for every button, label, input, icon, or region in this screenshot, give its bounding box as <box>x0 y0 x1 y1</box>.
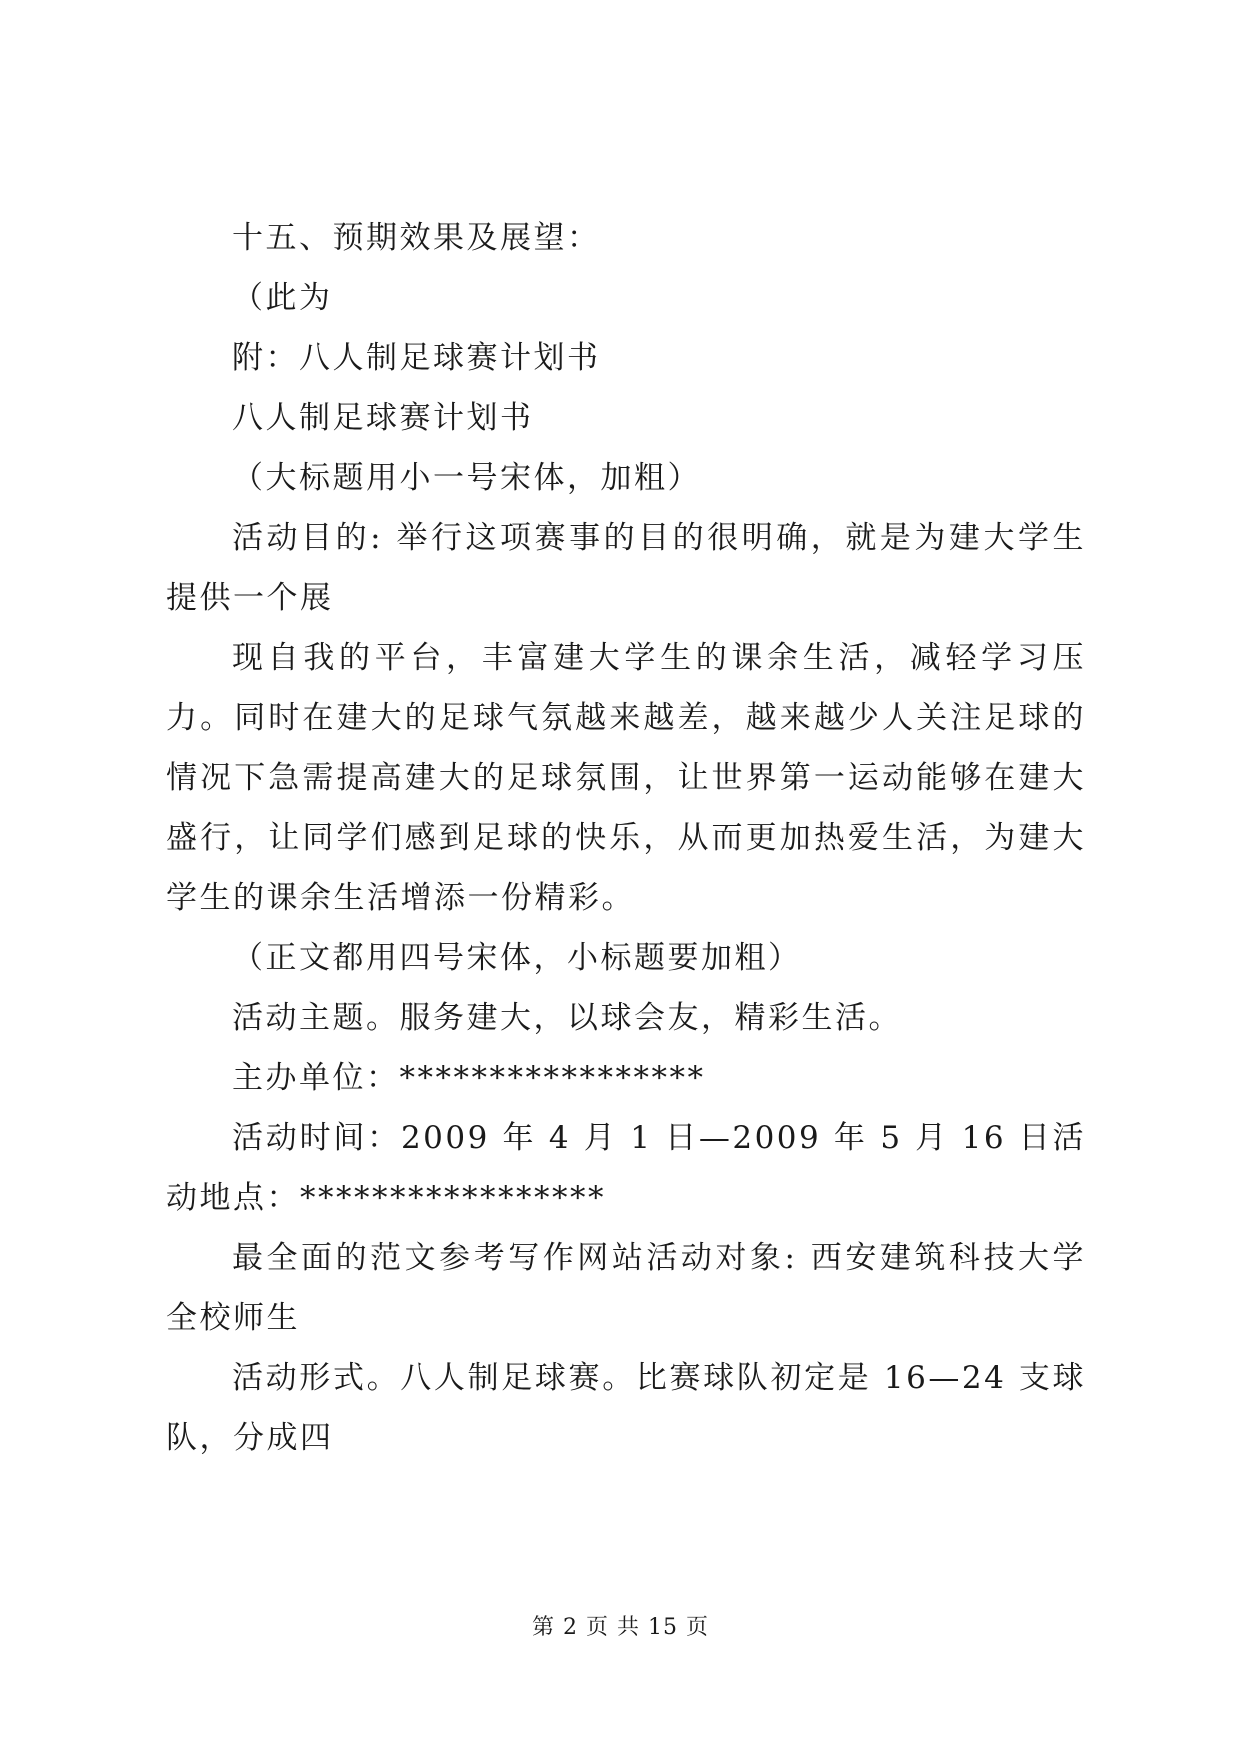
page-number-footer: 第 2 页 共 15 页 <box>532 1615 709 1640</box>
organizer-paragraph: 主办单位：***************** <box>232 1060 706 1096</box>
note-paragraph: （此为 <box>232 280 333 316</box>
appendix-title: 附：八人制足球赛计划书 <box>232 340 601 376</box>
plan-title: 八人制足球赛计划书 <box>232 400 534 436</box>
theme-paragraph: 活动主题。服务建大，以球会友，精彩生活。 <box>232 1000 902 1036</box>
format-paragraph: 活动形式。八人制足球赛。比赛球队初定是 16—24 支球队，分成四 <box>166 1360 1086 1456</box>
purpose-continuation-paragraph: 现自我的平台，丰富建大学生的课余生活，减轻学习压力。同时在建大的足球气氛越来越差，越来越少人关注足球的情况下急需提高建大的足球氛围，让世界第一运动能够在建大盛行，让同学们感到足球的快乐，从而更加热爱生活，为建大学生的课余生活增添一份精彩。 <box>166 640 1086 916</box>
section-heading-expected-results: 十五、预期效果及展望： <box>232 220 601 256</box>
purpose-paragraph: 活动目的: 举行这项赛事的目的很明确，就是为建大学生提供一个展 <box>166 520 1086 616</box>
time-location-paragraph: 活动时间：2009 年 4 月 1 日—2009 年 5 月 16 日活动地点：***************** <box>166 1120 1086 1216</box>
document-body <box>166 208 1086 1468</box>
audience-paragraph: 最全面的范文参考写作网站活动对象: 西安建筑科技大学全校师生 <box>166 1240 1086 1336</box>
body-format-note: （正文都用四号宋体，小标题要加粗） <box>232 940 802 976</box>
title-format-note: （大标题用小一号宋体，加粗） <box>232 460 701 496</box>
